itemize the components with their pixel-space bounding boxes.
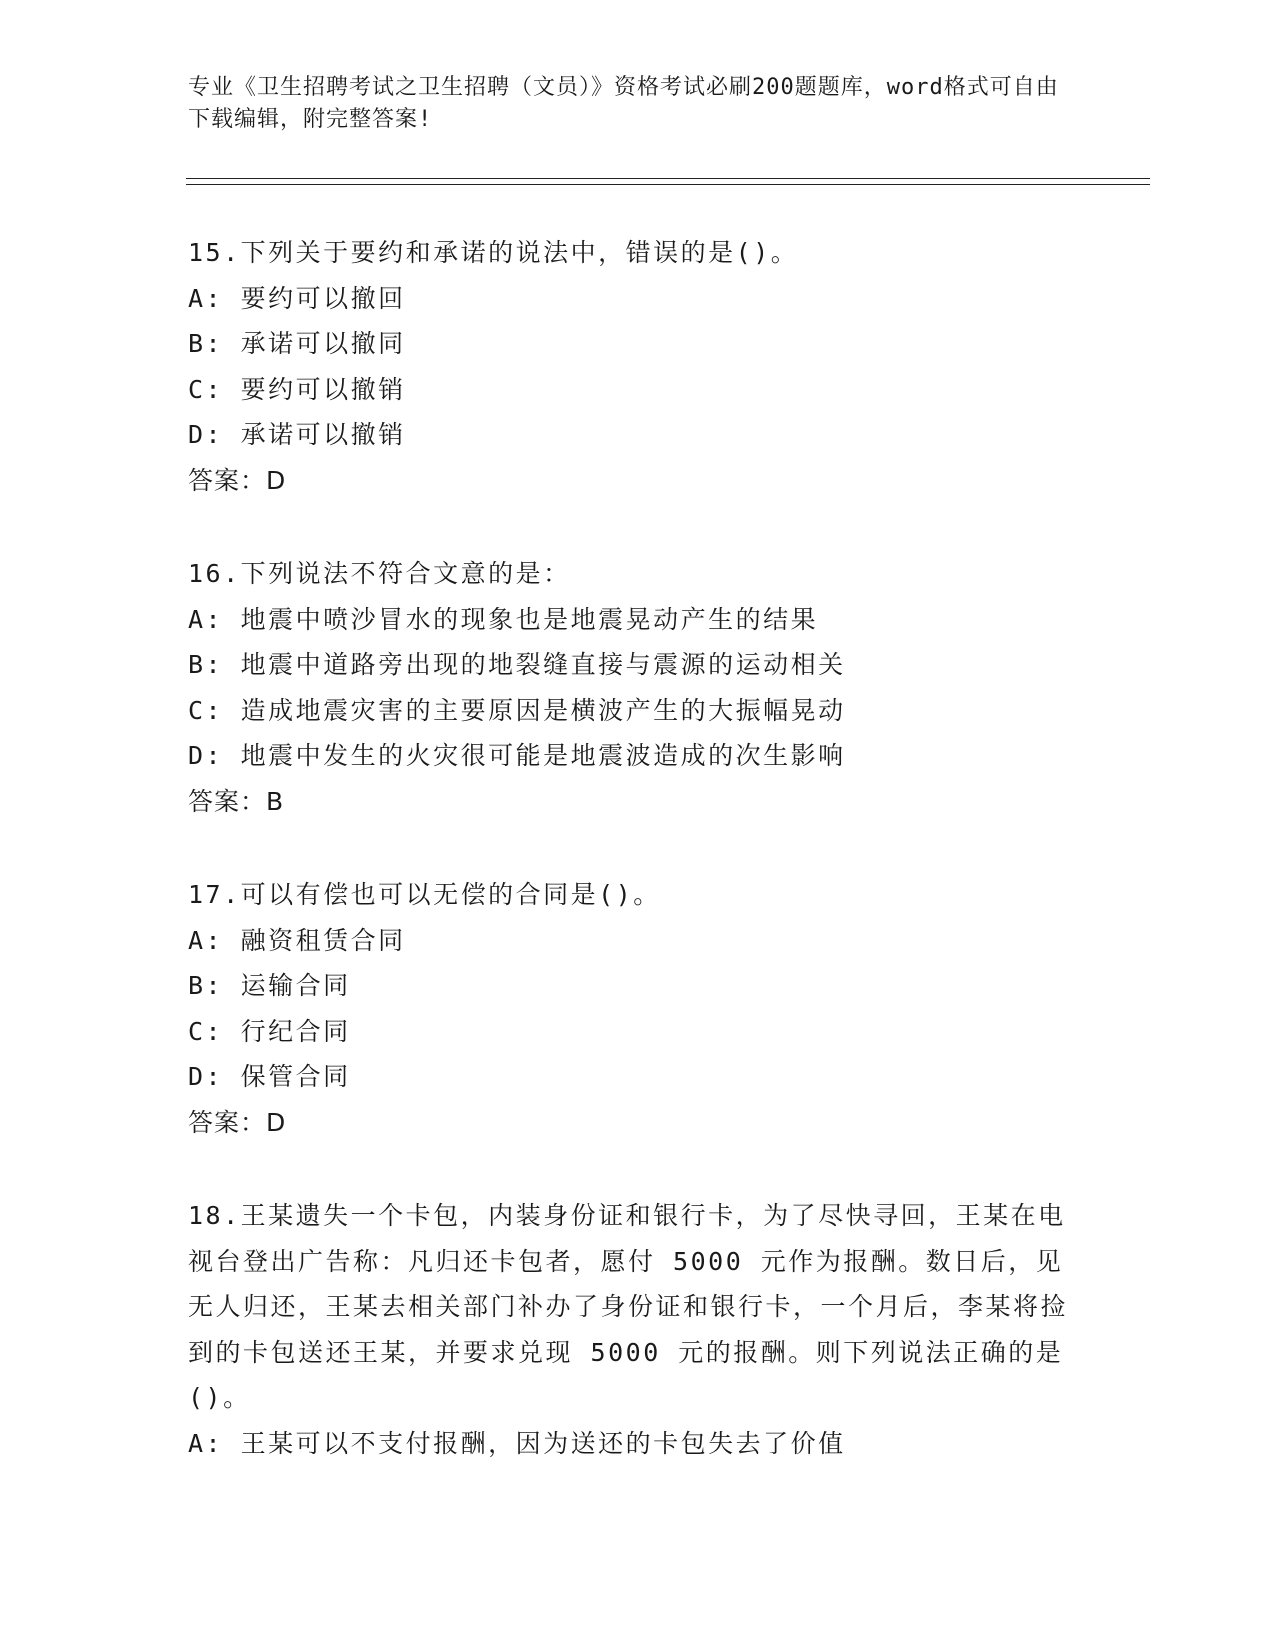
option-a: A: 王某可以不支付报酬，因为送还的卡包失去了价值 bbox=[188, 1428, 846, 1458]
answer-line: 答案：D bbox=[188, 1107, 287, 1137]
question-15 bbox=[188, 230, 1088, 503]
question-stem: 15.下列关于要约和承诺的说法中，错误的是()。 bbox=[188, 238, 799, 267]
question-list bbox=[188, 230, 1088, 1514]
option-d: D: 保管合同 bbox=[188, 1062, 351, 1091]
question-stem: 18.王某遗失一个卡包，内装身份证和银行卡，为了尽快寻回，王某在电视台登出广告称：凡归还卡包者，愿付 5000 元作为报酬。数日后，见无人归还，王某去相关部门补办了身份证和银行卡，一个月后，李某将捡到的卡包送还王某，并要求兑现 5000 元的报酬。则下列说法正确的是()。 bbox=[188, 1201, 1069, 1412]
question-17 bbox=[188, 872, 1088, 1145]
option-b: B: 运输合同 bbox=[188, 971, 351, 1000]
option-a: A: 融资租赁合同 bbox=[188, 925, 406, 955]
document-header bbox=[188, 72, 1068, 136]
question-stem: 17.可以有偿也可以无偿的合同是()。 bbox=[188, 880, 661, 909]
option-c: C: 要约可以撤销 bbox=[188, 374, 406, 404]
question-16 bbox=[188, 551, 1088, 824]
option-b: B: 承诺可以撤同 bbox=[188, 329, 406, 358]
option-b: B: 地震中道路旁出现的地裂缝直接与震源的运动相关 bbox=[188, 650, 846, 679]
option-d: D: 承诺可以撤销 bbox=[188, 420, 406, 449]
header-text: 专业《卫生招聘考试之卫生招聘（文员）》资格考试必刷200题题库，word格式可自由下载编辑，附完整答案! bbox=[188, 75, 1059, 132]
question-18 bbox=[188, 1193, 1088, 1466]
option-d: D: 地震中发生的火灾很可能是地震波造成的次生影响 bbox=[188, 741, 846, 770]
question-stem: 16.下列说法不符合文意的是： bbox=[188, 559, 571, 588]
option-c: C: 造成地震灾害的主要原因是横波产生的大振幅晃动 bbox=[188, 695, 846, 725]
option-a: A: 要约可以撤回 bbox=[188, 283, 406, 313]
answer-line: 答案：B bbox=[188, 786, 285, 816]
header-divider bbox=[186, 178, 1150, 185]
option-a: A: 地震中喷沙冒水的现象也是地震晃动产生的结果 bbox=[188, 604, 819, 634]
answer-line: 答案：D bbox=[188, 465, 287, 495]
option-c: C: 行纪合同 bbox=[188, 1016, 351, 1046]
